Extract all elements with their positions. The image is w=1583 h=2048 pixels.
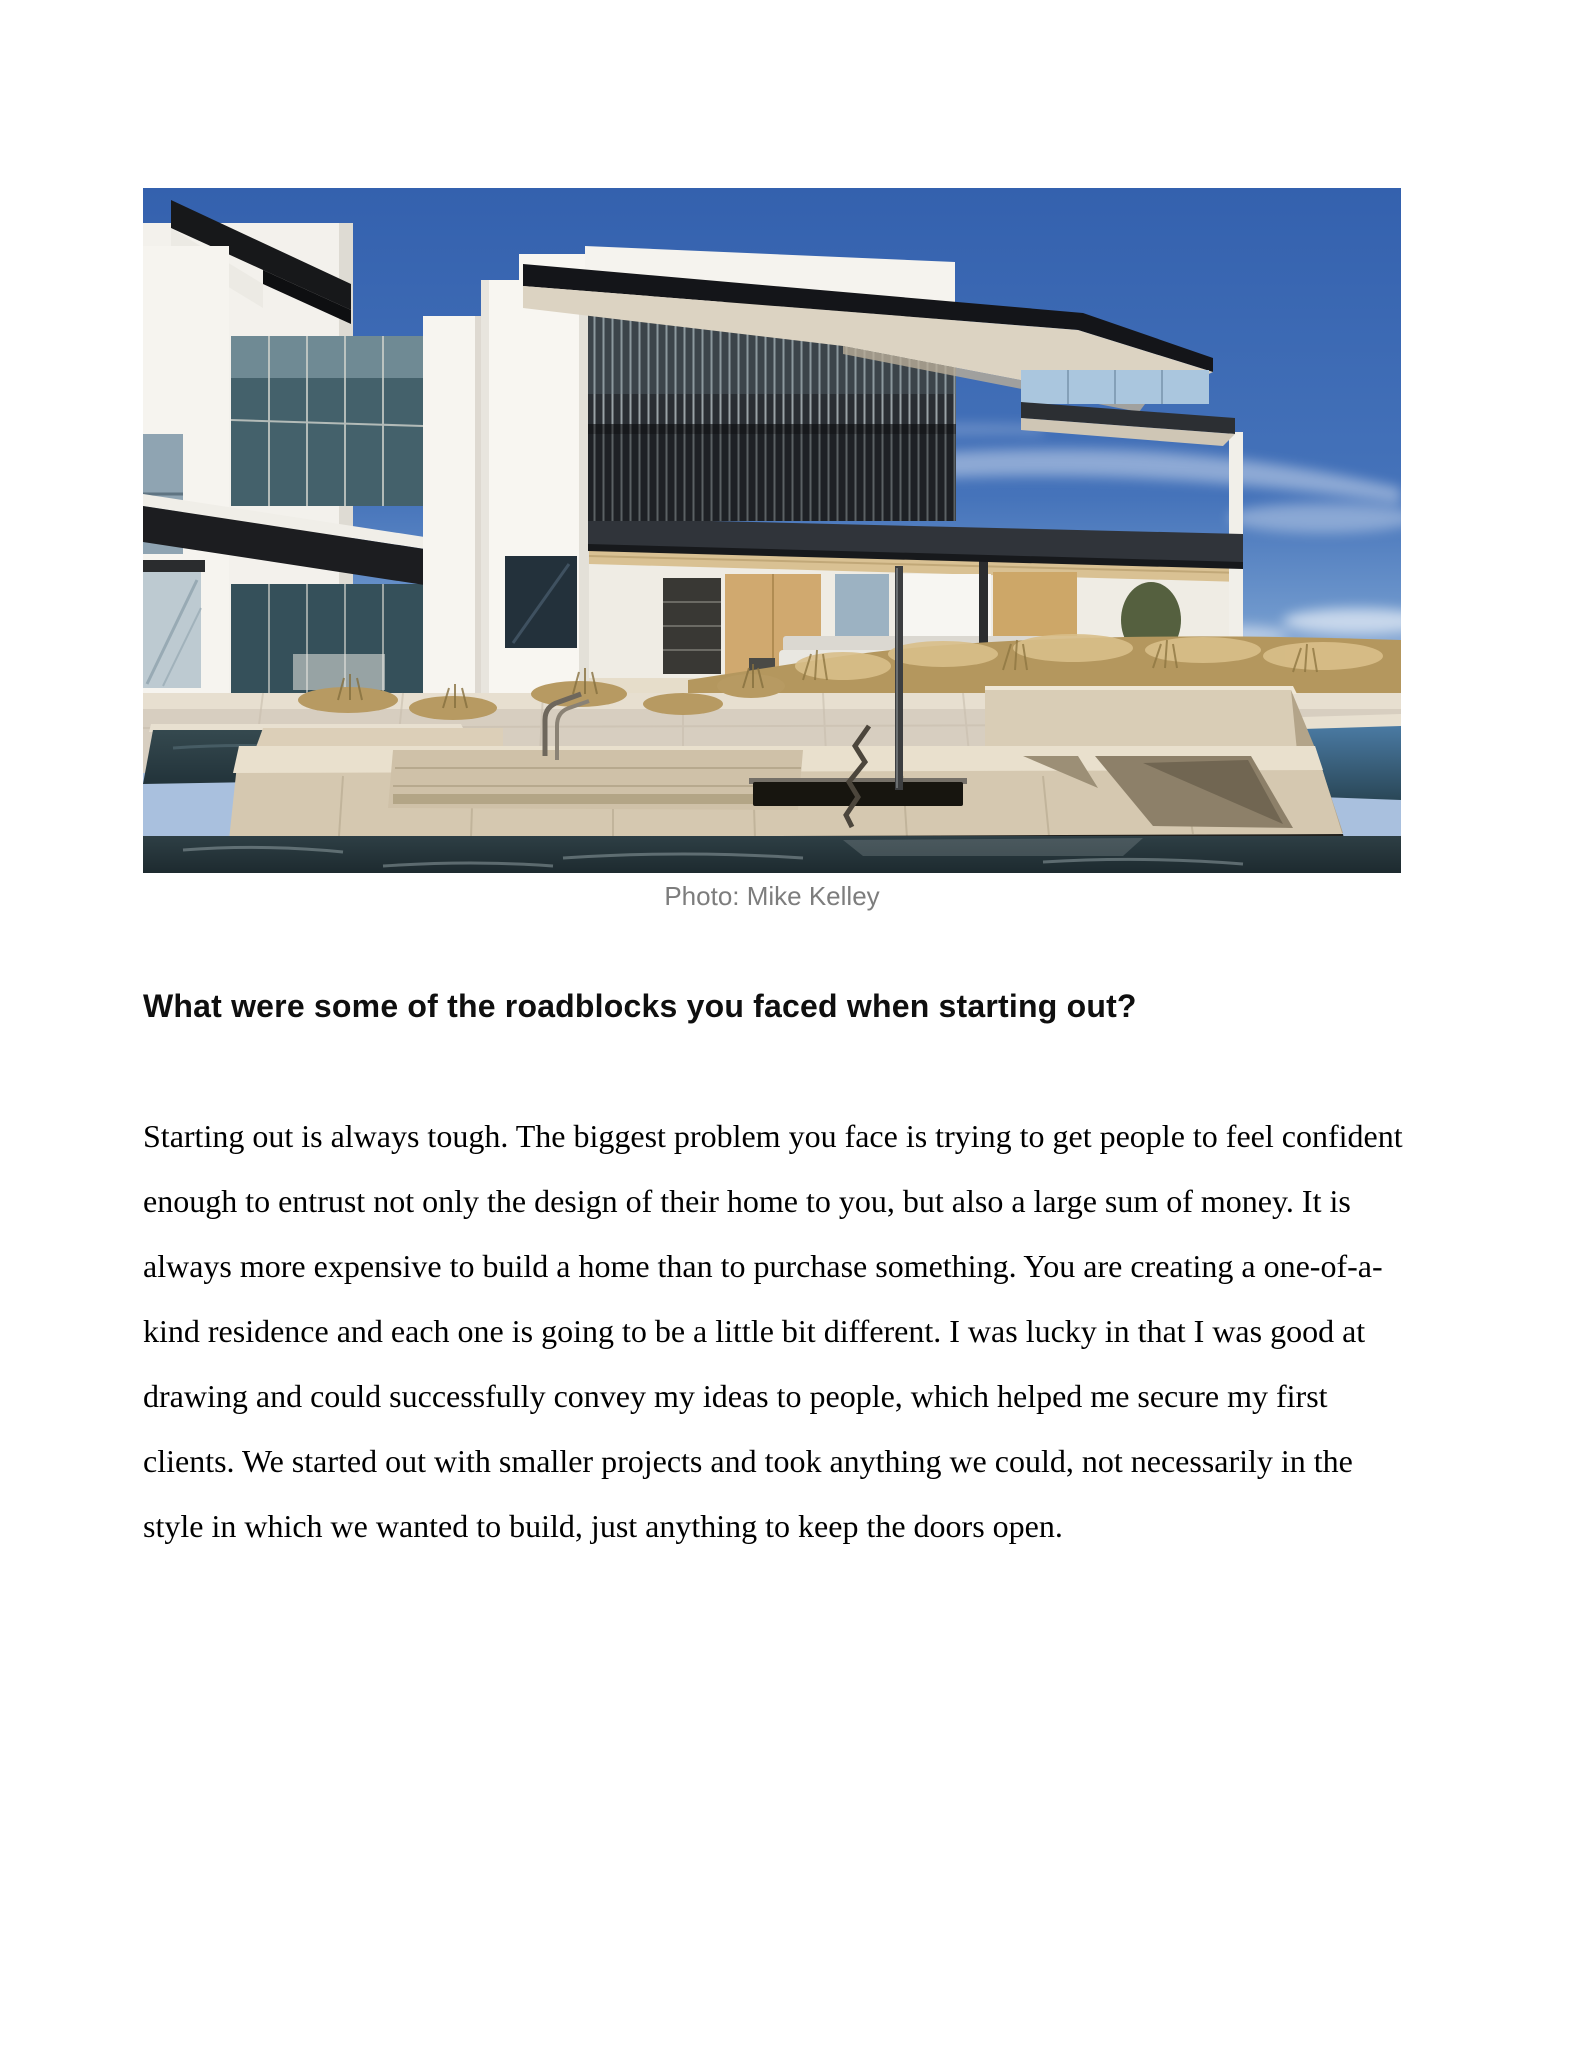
answer-paragraph: Starting out is always tough. The biggest problem you face is trying to get people to feel confident enough to entrust not only the design of their home to you, but also a large sum of money. It is always more expensive to build a home than to purchase something. You are creating a one-of-a-kind residence and each one is going to be a little bit different. I was lucky in that I was good at drawing and could successfully convey my ideas to people, which helped me secure my first clients. We started out with smaller projects and took anything we could, not necessarily in the style in which we wanted to build, just anything to keep the doors open. (143, 1118, 1403, 1544)
house-photo (143, 188, 1401, 873)
house-photo-illustration (143, 188, 1401, 873)
article-figure (143, 188, 1401, 911)
question-heading: What were some of the roadblocks you faced when starting out? (143, 988, 1137, 1024)
photo-credit: Photo: Mike Kelley (664, 881, 880, 911)
